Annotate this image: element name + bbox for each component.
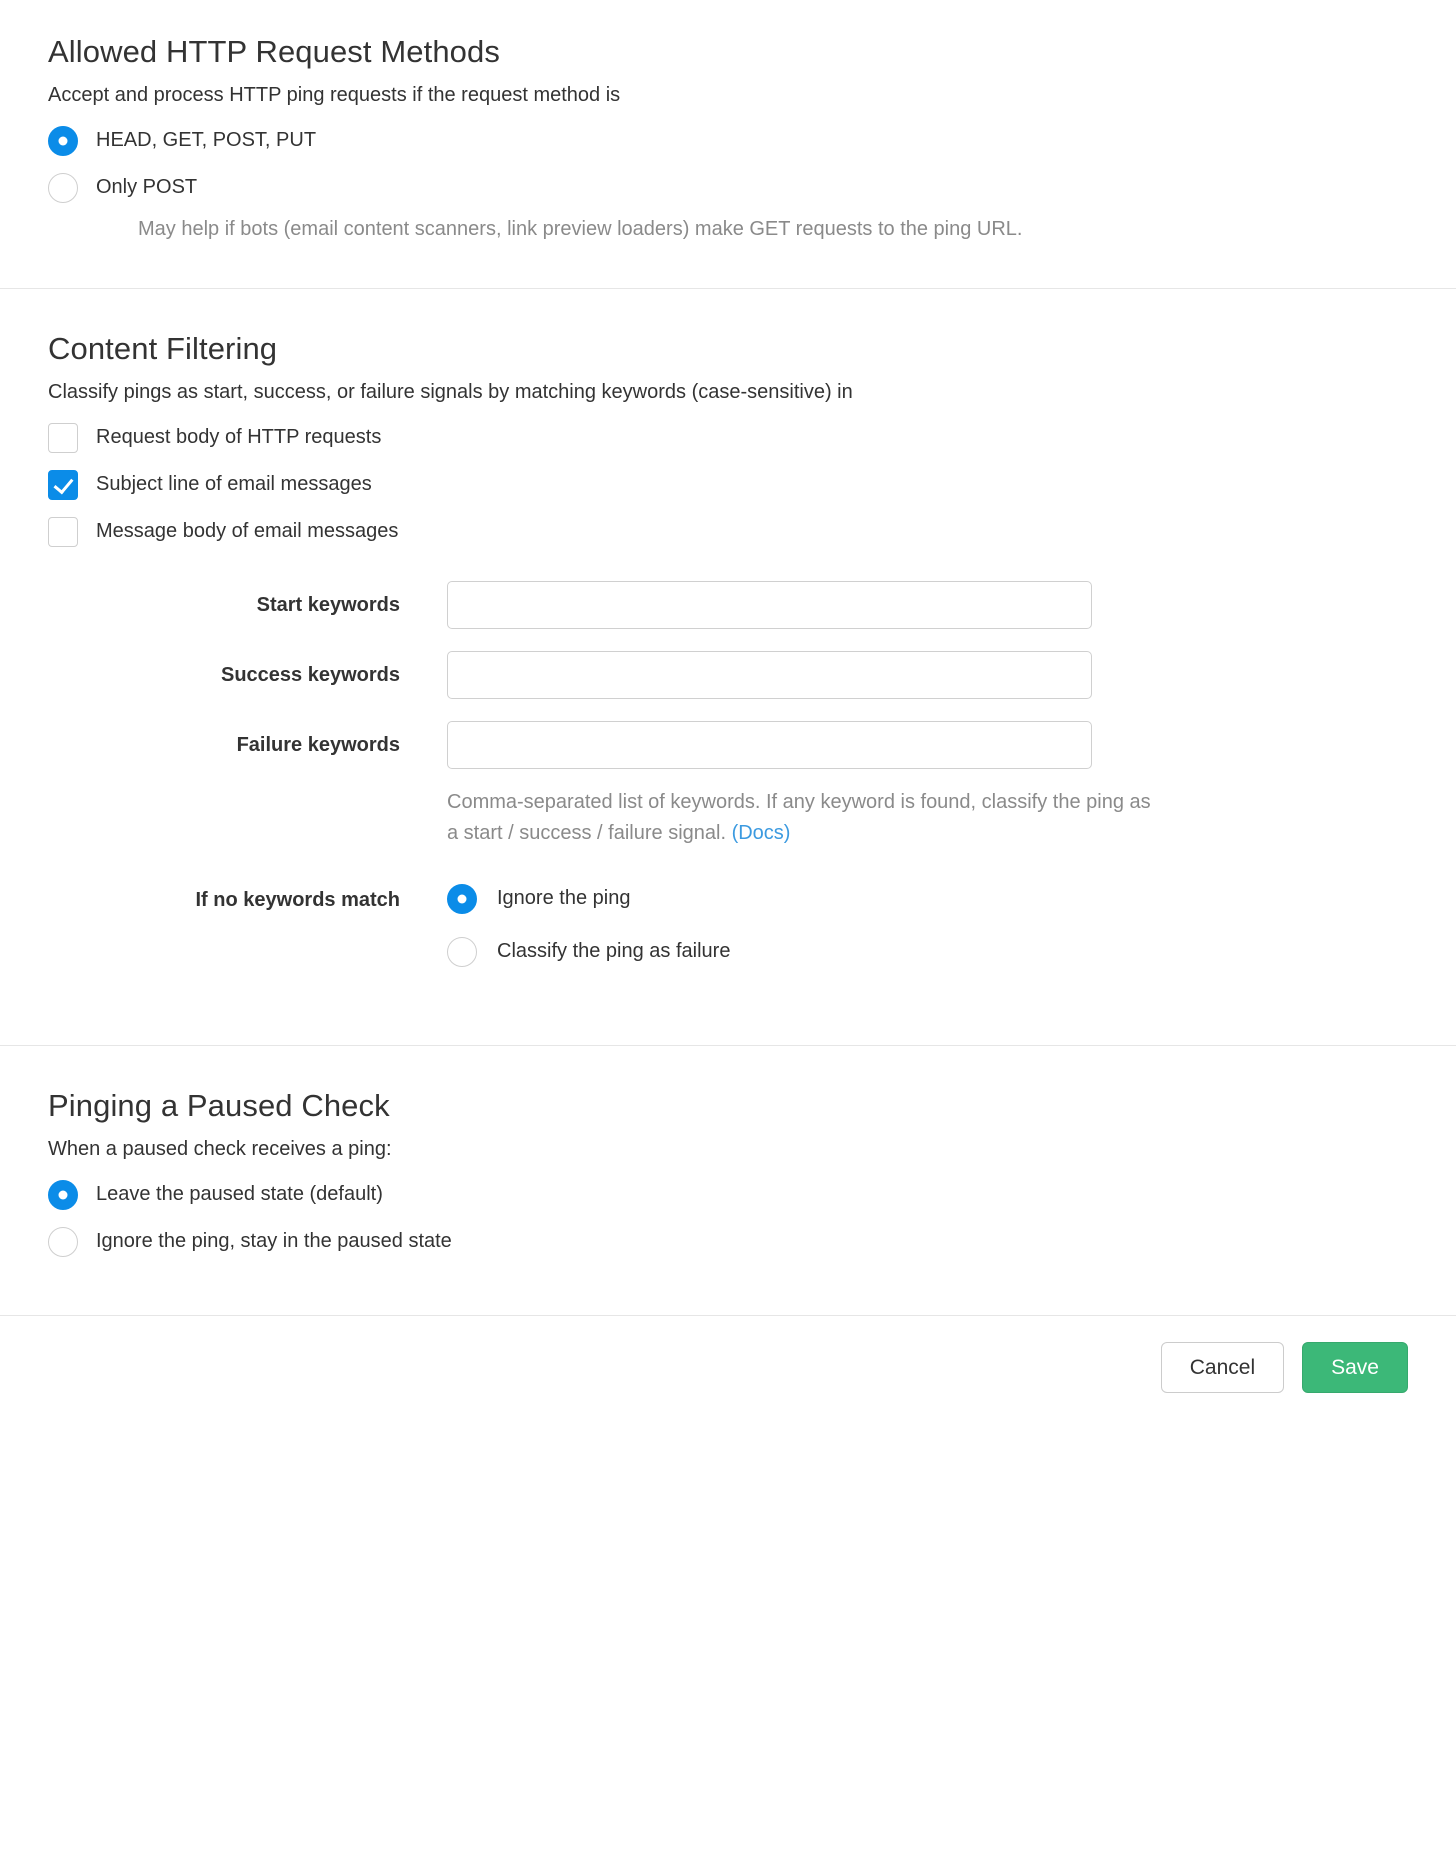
radio-option-only-post[interactable] — [48, 172, 1408, 203]
radio-label: HEAD, GET, POST, PUT — [96, 129, 317, 151]
cancel-button[interactable]: Cancel — [1161, 1342, 1284, 1393]
success-keywords-label: Success keywords — [221, 664, 400, 686]
checkbox-option-email-body[interactable] — [48, 516, 1408, 547]
no-keywords-match-row — [48, 883, 1408, 989]
checkbox-icon[interactable] — [48, 423, 78, 453]
start-keywords-label: Start keywords — [256, 594, 400, 616]
radio-icon[interactable] — [447, 884, 477, 914]
radio-option-leave-paused-state[interactable] — [48, 1179, 1408, 1210]
paused-check-section — [0, 1046, 1456, 1315]
form-row-failure-keywords — [48, 721, 1408, 769]
radio-label: Only POST — [96, 176, 198, 198]
checkbox-option-email-subject[interactable] — [48, 469, 1408, 500]
allowed-http-methods-section — [0, 0, 1456, 288]
paused-check-title: Pinging a Paused Check — [48, 1088, 390, 1123]
radio-label: Leave the paused state (default) — [96, 1183, 383, 1205]
radio-option-head-get-post-put[interactable] — [48, 125, 1408, 156]
start-keywords-input[interactable] — [447, 581, 1092, 629]
keywords-help-body: Comma-separated list of keywords. If any keyword is found, classify the ping as a start / success / failure signal. — [447, 791, 1151, 844]
radio-option-classify-as-failure[interactable] — [447, 936, 730, 967]
checkbox-label: Request body of HTTP requests — [96, 426, 382, 448]
radio-icon[interactable] — [447, 937, 477, 967]
docs-link[interactable]: (Docs) — [731, 822, 791, 844]
keyword-fields — [48, 581, 1408, 989]
form-row-success-keywords — [48, 651, 1408, 699]
no-keywords-match-label: If no keywords match — [195, 889, 400, 911]
page-title: Allowed HTTP Request Methods — [48, 34, 500, 69]
radio-option-stay-paused[interactable] — [48, 1226, 1408, 1257]
save-button[interactable]: Save — [1302, 1342, 1408, 1393]
radio-icon[interactable] — [48, 1180, 78, 1210]
radio-label: Ignore the ping, stay in the paused state — [96, 1230, 452, 1252]
methods-description: Accept and process HTTP ping requests if the request method is — [48, 84, 621, 106]
keywords-help-text — [447, 787, 1167, 849]
radio-icon[interactable] — [48, 126, 78, 156]
radio-label: Classify the ping as failure — [497, 940, 731, 962]
checkbox-label: Subject line of email messages — [96, 473, 372, 495]
radio-icon[interactable] — [48, 173, 78, 203]
paused-check-description: When a paused check receives a ping: — [48, 1138, 392, 1160]
failure-keywords-input[interactable] — [447, 721, 1092, 769]
checkbox-label: Message body of email messages — [96, 520, 399, 542]
checkbox-option-request-body[interactable] — [48, 422, 1408, 453]
content-filtering-title: Content Filtering — [48, 331, 278, 366]
radio-icon[interactable] — [48, 1227, 78, 1257]
failure-keywords-label: Failure keywords — [236, 734, 400, 756]
form-actions — [0, 1316, 1456, 1423]
content-filtering-section — [0, 289, 1456, 1045]
content-filtering-description: Classify pings as start, success, or failure signals by matching keywords (case-sensitive) in — [48, 381, 853, 403]
only-post-note: May help if bots (email content scanners, link preview loaders) make GET requests to the ping URL. — [138, 218, 1023, 240]
radio-option-ignore-the-ping[interactable] — [447, 883, 730, 914]
checkbox-icon[interactable] — [48, 470, 78, 500]
form-row-start-keywords — [48, 581, 1408, 629]
checkbox-icon[interactable] — [48, 517, 78, 547]
radio-label: Ignore the ping — [497, 887, 631, 909]
success-keywords-input[interactable] — [447, 651, 1092, 699]
